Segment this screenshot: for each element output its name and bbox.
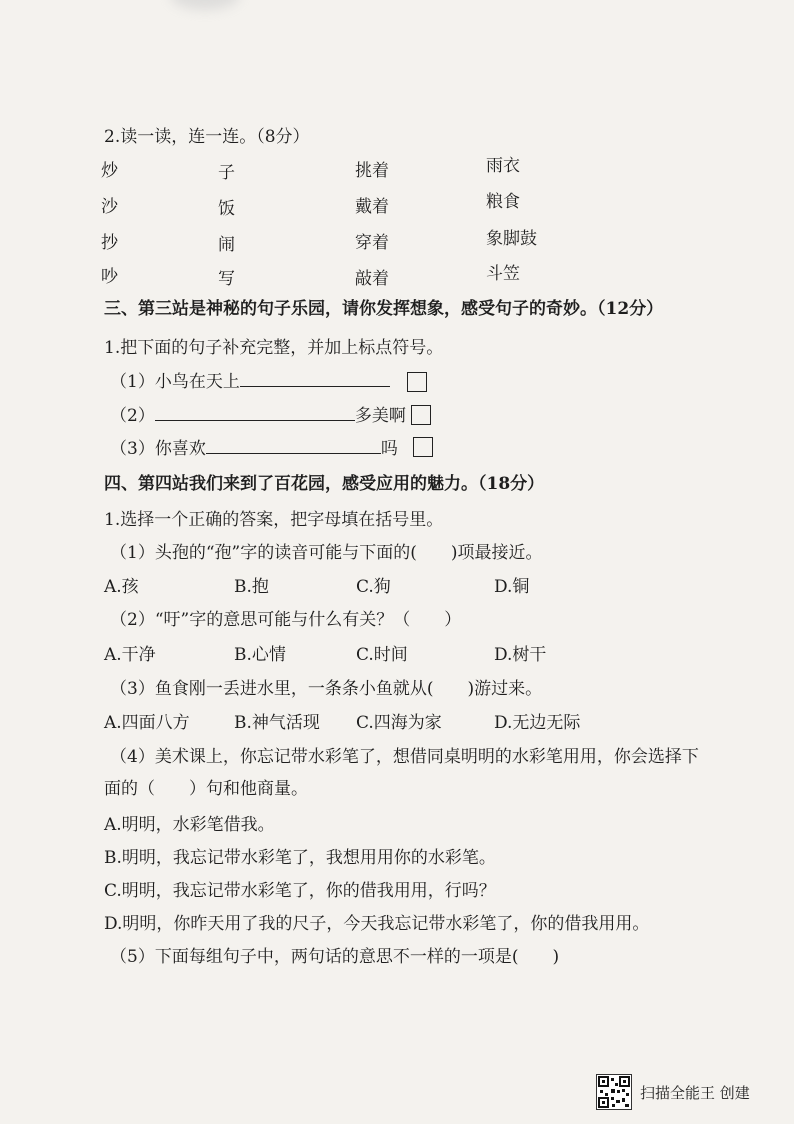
question-1: （1）头孢的“孢”字的读音可能与下面的( )项最接近。	[110, 543, 543, 563]
question-2: （2）“吁”字的意思可能与什么有关？（ ）	[110, 610, 462, 630]
fill-sentence-3	[110, 437, 398, 460]
q2-col3-item: 敲着	[355, 269, 389, 289]
option: C.时间	[356, 645, 408, 665]
q2-col3-item: 戴着	[355, 197, 389, 217]
fill-sentence-2	[110, 404, 406, 427]
q2-col2-item: 写	[218, 269, 235, 289]
q2-col1-item: 沙	[101, 197, 118, 217]
item-number: （1）	[110, 372, 155, 392]
section3-q1: 1.把下面的句子补充完整，并加上标点符号。	[104, 338, 444, 358]
option: D.铜	[494, 577, 530, 597]
punctuation-box[interactable]	[411, 405, 431, 425]
section3-heading: 三、第三站是神秘的句子乐园，请你发挥想象，感受句子的奇妙。（12分）	[104, 299, 664, 319]
item-number: （2）	[110, 406, 155, 426]
answer-blank[interactable]	[206, 437, 381, 454]
option: A.孩	[104, 577, 139, 597]
question-5: （5）下面每组句子中，两句话的意思不一样的一项是( )	[110, 947, 560, 967]
q2-col1-item: 抄	[101, 233, 118, 253]
option: B.抱	[234, 577, 269, 597]
q2-col4-item: 雨衣	[486, 156, 520, 176]
option: B.心情	[234, 645, 286, 665]
watermark-text: 扫描全能王 创建	[640, 1083, 750, 1102]
punctuation-box[interactable]	[413, 437, 433, 457]
option: D.明明，你昨天用了我的尺子，今天我忘记带水彩笔了，你的借我用用。	[104, 914, 650, 934]
q2-title: 2.读一读，连一连。（8分）	[104, 127, 310, 147]
option: C.狗	[356, 577, 391, 597]
option: A.四面八方	[104, 713, 190, 733]
question-3: （3）鱼食刚一丢进水里，一条条小鱼就从( )游过来。	[110, 679, 543, 699]
q2-col2-item: 子	[218, 163, 235, 183]
scan-shadow	[170, 0, 240, 10]
option: D.无边无际	[494, 713, 581, 733]
question-4-line1: （4）美术课上，你忘记带水彩笔了，想借同桌明明的水彩笔用用，你会选择下	[110, 747, 699, 767]
q2-col4-item: 象脚鼓	[486, 229, 537, 249]
answer-blank[interactable]	[155, 404, 355, 421]
scanner-watermark	[596, 1074, 750, 1110]
q2-col3-item: 穿着	[355, 233, 389, 253]
sentence-prefix: 小鸟在天上	[154, 372, 240, 392]
answer-blank[interactable]	[240, 370, 390, 387]
punctuation-box[interactable]	[407, 372, 427, 392]
question-4-line2: 面的（ ）句和他商量。	[104, 779, 308, 799]
item-number: （3）	[110, 439, 155, 459]
q2-col4-item: 粮食	[486, 192, 520, 212]
q2-col1-item: 炒	[101, 161, 118, 181]
section4-q1: 1.选择一个正确的答案，把字母填在括号里。	[104, 510, 444, 530]
q2-col4-item: 斗笠	[486, 264, 520, 284]
q2-col2-item: 闹	[218, 235, 235, 255]
option: D.树干	[494, 645, 547, 665]
option: C.明明，我忘记带水彩笔了，你的借我用用，行吗？	[104, 881, 496, 901]
q2-col3-item: 挑着	[355, 161, 389, 181]
option: C.四海为家	[356, 713, 442, 733]
option: B.神气活现	[234, 713, 320, 733]
q2-col1-item: 吵	[101, 267, 118, 287]
section4-heading: 四、第四站我们来到了百花园，感受应用的魅力。（18分）	[104, 474, 545, 494]
sentence-suffix: 多美啊	[354, 406, 406, 426]
option: A.干净	[104, 645, 156, 665]
fill-sentence-1	[110, 370, 390, 393]
sentence-suffix: 吗	[380, 439, 398, 459]
q2-col2-item: 饭	[218, 199, 235, 219]
sentence-prefix: 你喜欢	[154, 439, 206, 459]
option: B.明明，我忘记带水彩笔了，我想用用你的水彩笔。	[104, 848, 496, 868]
option: A.明明，水彩笔借我。	[104, 815, 275, 835]
qr-code-icon	[596, 1074, 632, 1110]
